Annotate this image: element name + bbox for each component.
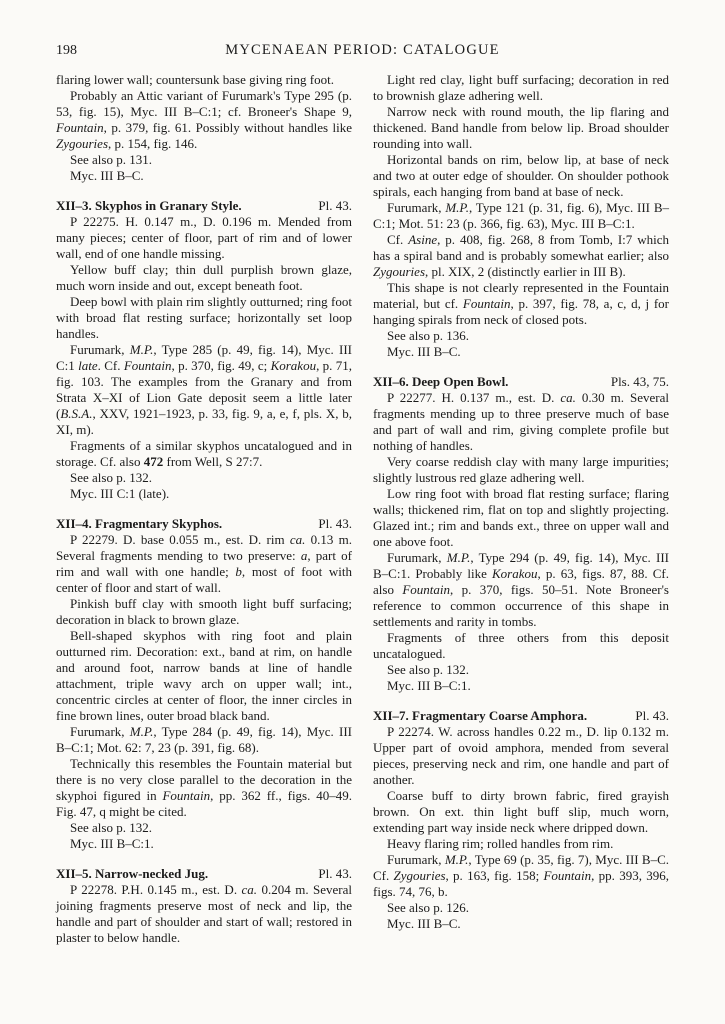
- paragraph: See also p. 126.: [387, 900, 469, 915]
- paragraph: Fragments of three others from this deposit uncatalogued.: [373, 630, 669, 661]
- paragraph: Horizontal bands on rim, below lip, at base of neck and two at outer edge of shoulder. On shoulder pothook spirals, each hanging from band at base of neck.: [373, 152, 669, 199]
- paragraph: P 22278. P.H. 0.145 m., est. D. ca. 0.204 m. Several joining fragments preserve most of neck and lip, the handle and part of shoulder and start of wall; restored in plaster to below handle.: [56, 882, 353, 945]
- paragraph: flaring lower wall; countersunk base giving ring foot.: [56, 72, 334, 87]
- paragraph: Furumark, M.P., Type 121 (p. 31, fig. 6), Myc. III B–C:1; Mot. 51: 23 (p. 366, fig. 63), Myc. III B–C:1.: [373, 200, 669, 231]
- paragraph: Bell-shaped skyphos with ring foot and plain outturned rim. Decoration: ext., band at rim, on handle and around foot, narrow bands at line of handle attachment, triple wavy arch on upper wall; int., concentric circles at center of floor, the inner circles in fine brown lines, outer broad black band.: [56, 628, 352, 723]
- entry-number-and-title: XII–5. Narrow-necked Jug.: [56, 866, 209, 881]
- paragraph: Yellow buff clay; thin dull purplish brown glaze, much worn inside and out, except beneath foot.: [56, 262, 352, 293]
- paragraph: See also p. 132.: [70, 820, 152, 835]
- italic-text: Zygouries: [373, 264, 425, 279]
- plate-reference: Pl. 43.: [318, 866, 352, 881]
- paragraph: See also p. 131.: [70, 152, 152, 167]
- paragraph: Narrow neck with round mouth, the lip flaring and thickened. Band handle from below lip. Broad shoulder rounding into wall.: [373, 104, 669, 151]
- paragraph: Fragments of a similar skyphos uncatalogued and in storage. Cf. also 472 from Well, S 27:7.: [56, 438, 352, 469]
- italic-text: Fountain: [56, 120, 104, 135]
- entry-heading: [56, 198, 352, 214]
- paragraph: Myc. III B–C.: [387, 344, 461, 359]
- italic-text: Asine: [408, 232, 438, 247]
- paragraph: Furumark, M.P., Type 69 (p. 35, fig. 7), Myc. III B–C. Cf. Zygouries, p. 163, fig. 158; Fountain, pp. 393, 396, figs. 74, 76, b.: [373, 852, 670, 899]
- italic-text: b: [235, 564, 242, 579]
- italic-text: Fountain: [543, 868, 592, 883]
- running-head-title: MYCENAEAN PERIOD: CATALOGUE: [225, 42, 500, 58]
- plate-reference: Pl. 43.: [318, 198, 352, 213]
- right-column: [373, 72, 669, 946]
- entry-heading: [373, 374, 669, 390]
- running-header: [56, 42, 669, 59]
- paragraph: Deep bowl with plain rim slightly outturned; ring foot with broad flat resting surface; horizontally set loop handles.: [56, 294, 352, 341]
- entry-heading: [56, 516, 352, 532]
- paragraph: This shape is not clearly represented in the Fountain material, but cf. Fountain, p. 397, fig. 78, a, c, d, j for hanging spirals from neck of closed pots.: [373, 280, 669, 327]
- paragraph: Furumark, M.P., Type 284 (p. 49, fig. 14), Myc. III B–C:1; Mot. 62: 7, 23 (p. 391, fig. 68).: [56, 724, 352, 755]
- italic-text: B.S.A.: [60, 406, 93, 421]
- paragraph: Heavy flaring rim; rolled handles from rim.: [387, 836, 614, 851]
- paragraph: Very coarse reddish clay with many large impurities; slightly lustrous red glaze adhering well.: [373, 454, 669, 485]
- entry-number-and-title: XII–4. Fragmentary Skyphos.: [56, 516, 223, 531]
- paragraph: See also p. 136.: [387, 328, 469, 343]
- paragraph: Myc. III C:1 (late).: [70, 486, 170, 501]
- italic-text: M.P.: [129, 724, 154, 739]
- italic-text: M.P.: [129, 342, 154, 357]
- entry-number-and-title: XII–3. Skyphos in Granary Style.: [56, 198, 242, 213]
- text-columns: [56, 72, 669, 946]
- italic-text: Fountain: [123, 358, 172, 373]
- italic-text: M.P.: [444, 852, 469, 867]
- italic-text: Korakou: [270, 358, 317, 373]
- italic-text: M.P.: [446, 550, 471, 565]
- italic-text: Zygouries: [56, 136, 108, 151]
- paragraph: Myc. III B–C:1.: [387, 678, 471, 693]
- entry-number-and-title: XII–7. Fragmentary Coarse Amphora.: [373, 708, 588, 723]
- italic-text: Fountain: [462, 296, 511, 311]
- paragraph: Myc. III B–C:1.: [70, 836, 154, 851]
- left-column: [56, 72, 352, 946]
- paragraph: Furumark, M.P., Type 294 (p. 49, fig. 14), Myc. III B–C:1. Probably like Korakou, p. 63, figs. 87, 88. Cf. also Fountain, p. 370, figs. 50–51. Note Broneer's reference to common occurrence of this shape in settlements and rarity in tombs.: [373, 550, 670, 629]
- plate-reference: Pl. 43.: [318, 516, 352, 531]
- entry-number-and-title: XII–6. Deep Open Bowl.: [373, 374, 509, 389]
- paragraph: See also p. 132.: [70, 470, 152, 485]
- italic-text: Fountain: [162, 788, 211, 803]
- paragraph: See also p. 132.: [387, 662, 469, 677]
- paragraph: Myc. III B–C.: [70, 168, 144, 183]
- paragraph: P 22279. D. base 0.055 m., est. D. rim ca. 0.13 m. Several fragments mending to two preserve: a, part of rim and wall with one handle; b, most of foot with center of floor and start of wall.: [56, 532, 352, 595]
- paragraph: Light red clay, light buff surfacing; decoration in red to brownish glaze adhering well.: [373, 72, 669, 103]
- entry-heading: [373, 708, 669, 724]
- italic-text: a: [300, 548, 308, 563]
- paragraph: P 22277. H. 0.137 m., est. D. ca. 0.30 m. Several fragments mending up to three preserve much of base and part of wall and rim, giving complete profile but nothing of handles.: [373, 390, 670, 453]
- paragraph: Furumark, M.P., Type 285 (p. 49, fig. 14), Myc. III C:1 late. Cf. Fountain, p. 370, fig. 49, c; Korakou, p. 71, fig. 103. The examples from the Granary and from Strata X–XI of Lion Gate deposit seem a little later (B.S.A., XXV, 1921–1923, p. 33, fig. 9, a, e, f, pls. X, b, XI, m).: [56, 342, 353, 437]
- paragraph: P 22274. W. across handles 0.22 m., D. lip 0.132 m. Upper part of ovoid amphora, mended from several pieces, preserving neck and rim, one handle and part of another.: [373, 724, 669, 787]
- italic-text: late: [78, 358, 98, 373]
- paragraph: Low ring foot with broad flat resting surface; flaring walls; thickened rim, flat on top and slightly projecting. Glazed int.; rim and bands ext., three on upper wall and one above foot.: [373, 486, 669, 549]
- italic-text: Korakou: [492, 566, 538, 581]
- paragraph: Technically this resembles the Fountain material but there is no very close parallel to the decoration in the skyphoi figured in Fountain, pp. 362 ff., figs. 40–49. Fig. 47, q might be cited.: [56, 756, 352, 819]
- italic-text: ca.: [289, 532, 306, 547]
- italic-text: ca.: [241, 882, 258, 897]
- italic-text: M.P.: [445, 200, 469, 215]
- paragraph: Pinkish buff clay with smooth light buff surfacing; decoration in black to brown glaze.: [56, 596, 352, 627]
- page-number: 198: [56, 43, 77, 58]
- paragraph: P 22275. H. 0.147 m., D. 0.196 m. Mended from many pieces; center of floor, part of rim and of lower wall, end of one handle missing.: [56, 214, 352, 261]
- paragraph: Probably an Attic variant of Furumark's Type 295 (p. 53, fig. 15), Myc. III B–C:1; cf. Broneer's Shape 9, Fountain, p. 379, fig. 61. Possibly without handles like Zygouries, p. 154, fig. 146.: [56, 88, 352, 151]
- italic-text: Zygouries: [393, 868, 446, 883]
- plate-reference: Pls. 43, 75.: [610, 374, 669, 389]
- plate-reference: Pl. 43.: [635, 708, 669, 723]
- entry-heading: [56, 866, 352, 882]
- italic-text: ca.: [560, 390, 576, 405]
- paragraph: Cf. Asine, p. 408, fig. 268, 8 from Tomb, I:7 which has a spiral band and is probably somewhat earlier; also Zygouries, pl. XIX, 2 (distinctly earlier in III B).: [373, 232, 669, 279]
- paragraph: Myc. III B–C.: [387, 916, 461, 931]
- paragraph: Coarse buff to dirty brown fabric, fired grayish brown. On ext. thin light buff slip, much worn, extending part way inside neck where dripped down.: [373, 788, 669, 835]
- bold-text: 472: [143, 454, 164, 469]
- italic-text: Fountain: [402, 582, 450, 597]
